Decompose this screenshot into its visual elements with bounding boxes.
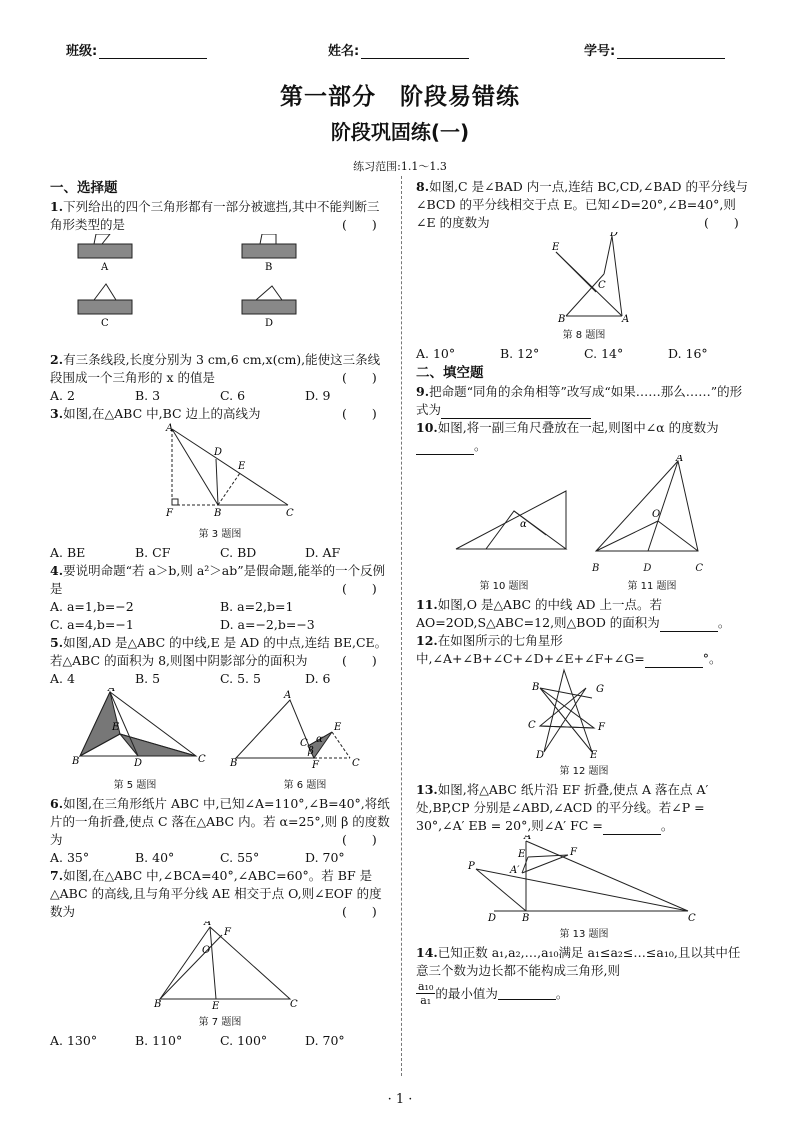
q5-options <box>50 670 390 688</box>
q8-options <box>416 345 752 363</box>
svg-text:C: C <box>290 999 298 1009</box>
svg-text:F: F <box>312 760 319 771</box>
page-title: 第一部分 阶段易错练 <box>280 84 520 110</box>
q13-caption: 第 13 题图 <box>559 929 609 940</box>
q1-label-d: D <box>265 318 274 329</box>
question-1: 1.下列给出的四个三角形都有一部分被遮挡,其中不能判断三角形类型的是 ( ) <box>50 199 380 232</box>
q7-caption: 第 7 题图 <box>198 1017 242 1028</box>
svg-text:E: E <box>518 849 526 860</box>
q8-option-b[interactable]: B. 12° <box>500 346 540 361</box>
q4-option-d[interactable]: D. a=−2,b=−3 <box>220 617 315 632</box>
question-4: 4.要说明命题“若 a＞b,则 a²＞ab”是假命题,能举的一个反例是 ( ) <box>50 563 386 596</box>
svg-text:D: D <box>488 913 497 921</box>
q8-option-a[interactable]: A. 10° <box>416 346 456 361</box>
svg-text:C: C <box>198 754 206 765</box>
svg-text:C: C <box>528 720 536 731</box>
q8-option-d[interactable]: D. 16° <box>668 346 708 361</box>
svg-text:A: A <box>622 314 630 322</box>
q10-q11-captions <box>416 578 752 596</box>
q4-option-c[interactable]: C. a=4,b=−1 <box>50 617 134 632</box>
q1-label-a: A <box>101 262 109 273</box>
q1-label-b: B <box>265 262 273 273</box>
svg-text:α: α <box>316 734 323 745</box>
q11-caption: 第 11 题图 <box>627 581 677 592</box>
question-7: 7.如图,在△ABC 中,∠BCA=40°,∠ABC=60°。若 BF 是△ABC 的高线,且与角平分线 AE 相交于点 O,则∠EOF 的度数为 ( ) <box>50 868 382 919</box>
svg-text:E: E <box>238 461 246 472</box>
q3-option-b[interactable]: B. CF <box>135 545 171 560</box>
q5-option-a[interactable]: A. 4 <box>50 671 75 686</box>
svg-text:A: A <box>166 423 174 434</box>
svg-text:E: E <box>552 242 560 253</box>
q12-answer-blank[interactable] <box>645 655 703 668</box>
q1-c-cover <box>78 300 132 314</box>
q4-options <box>50 598 390 634</box>
q4-option-a[interactable]: A. a=1,b=−2 <box>50 599 134 614</box>
q6-option-b[interactable]: B. 40° <box>135 850 175 865</box>
q11-answer-blank[interactable] <box>660 619 718 632</box>
svg-text:O: O <box>202 945 211 956</box>
question-13: 13.如图,将△ABC 纸片沿 EF 折叠,使点 A 落在点 A′处,BP,CP 分别是∠ABD,∠ACD 的平分线。若∠P = 30°,∠A′ EB = 20°,则∠A′ FC = 。 <box>416 782 709 833</box>
svg-text:A <box>561 668 569 671</box>
q5-q6-captions <box>50 777 390 795</box>
q6-options <box>50 849 390 867</box>
q2-option-c[interactable]: C. 6 <box>220 388 246 403</box>
q14-fraction <box>416 980 435 1007</box>
practice-range: 练习范围:1.1～1.3 <box>353 160 447 173</box>
q5-caption: 第 5 题图 <box>113 780 157 791</box>
question-5: 5.如图,AD 是△ABC 的中线,E 是 AD 的中点,连结 BE,CE。若△ABC 的面积为 8,则图中阴影部分的面积为 ( ) <box>50 635 388 668</box>
svg-text:D: D <box>536 750 545 758</box>
question-9: 9.把命题“同角的余角相等”改写成“如果……那么……”的形式为 <box>416 384 743 417</box>
q2-option-d[interactable]: D. 9 <box>305 388 331 403</box>
class-field: 班级: <box>66 40 207 59</box>
q14-fraction-denominator: a₁ <box>420 994 432 1007</box>
svg-text:A: A <box>108 688 116 694</box>
svg-text:B: B <box>154 999 162 1009</box>
svg-text:C: C <box>300 738 308 749</box>
q12-figure <box>416 668 752 758</box>
svg-text:α: α <box>520 519 527 530</box>
svg-text:B: B <box>230 758 238 769</box>
q9-answer-blank[interactable] <box>441 406 591 419</box>
column-divider <box>401 176 402 1076</box>
svg-text:B: B <box>532 682 540 693</box>
svg-text:E: E <box>334 722 342 733</box>
question-14: 14.已知正数 a₁,a₂,…,a₁₀满足 a₁≤a₂≤…≤a₁₀,且以其中任意三个数为边长都不能构成三角形,则 <box>416 945 741 978</box>
page-number: · 1 · <box>387 1092 413 1107</box>
q2-option-a[interactable]: A. 2 <box>50 388 75 403</box>
q12-caption: 第 12 题图 <box>559 766 609 777</box>
svg-text:A: A <box>204 921 212 928</box>
svg-text:B: B <box>72 756 80 767</box>
svg-text:C: C <box>352 758 360 769</box>
q3-option-a[interactable]: A. BE <box>50 545 86 560</box>
svg-text:P: P <box>468 861 475 872</box>
q10-caption: 第 10 题图 <box>479 581 529 592</box>
svg-text:D: D <box>134 758 143 769</box>
q3-option-d[interactable]: D. AF <box>305 545 341 560</box>
section-choice-heading: 一、选择题 <box>50 180 118 196</box>
student-id-field: 学号: <box>584 40 725 59</box>
q6-caption: 第 6 题图 <box>283 780 327 791</box>
svg-text:A: A <box>524 835 532 842</box>
q7-option-c[interactable]: C. 100° <box>220 1033 268 1048</box>
q3-option-c[interactable]: C. BD <box>220 545 257 560</box>
q8-figure <box>416 232 752 322</box>
question-2: 2.有三条线段,长度分别为 3 cm,6 cm,x(cm),能使这三条线段围成一个三角形的 x 的值是 ( ) <box>50 352 381 385</box>
q3-figure <box>50 423 390 521</box>
q10-answer-blank[interactable] <box>416 442 474 455</box>
q13-figure <box>416 835 752 921</box>
q3-options <box>50 544 390 562</box>
svg-text:E: E <box>212 1001 220 1009</box>
svg-text:E: E <box>112 722 120 733</box>
q11-figure-labels: B D C <box>592 563 704 574</box>
q7-options <box>50 1032 390 1050</box>
q14-fraction-numerator: a₁₀ <box>418 980 434 993</box>
q6-option-d[interactable]: D. 70° <box>305 850 345 865</box>
q10-q11-figures <box>416 455 752 555</box>
question-12: 12.在如图所示的七角星形中,∠A+∠B+∠C+∠D+∠E+∠F+∠G= °。 <box>416 633 722 666</box>
svg-text:F: F <box>570 847 577 858</box>
q4-option-b[interactable]: B. a=2,b=1 <box>220 599 294 614</box>
q14-line-2: $\frac{\text{a₁₀}}{\text{a₁}}$ 的最小值为 。 <box>418 980 569 1007</box>
svg-text:A: A <box>676 455 684 464</box>
svg-text:E: E <box>590 750 598 758</box>
q8-option-c[interactable]: C. 14° <box>584 346 624 361</box>
svg-text:A′: A′ <box>510 865 520 876</box>
svg-text:D: D <box>214 447 223 458</box>
svg-text:F: F <box>166 508 173 519</box>
q5-q6-figures <box>50 688 390 772</box>
q3-caption: 第 3 题图 <box>198 529 242 540</box>
question-8: 8.如图,C 是∠BAD 内一点,连结 BC,CD,∠BAD 的平分线与∠BCD 的平分线相交于点 E。已知∠D=20°,∠B=40°,则∠E 的度数为 ( ) <box>416 179 749 230</box>
q1-figure <box>50 234 390 346</box>
q6-option-a[interactable]: A. 35° <box>50 850 90 865</box>
svg-text:O: O <box>652 509 661 520</box>
q5-option-d[interactable]: D. 6 <box>305 671 331 686</box>
q1-label-c: C <box>101 318 109 329</box>
svg-text:β: β <box>308 746 314 757</box>
left-column <box>50 178 390 1050</box>
q14-answer-blank[interactable] <box>498 987 556 1000</box>
svg-text:F: F <box>224 927 231 938</box>
q2-option-b[interactable]: B. 3 <box>135 388 161 403</box>
question-11: 11.如图,O 是△ABC 的中线 AD 上一点。若 AO=2OD,S△ABC=12,则△BOD 的面积为 。 <box>416 597 731 630</box>
q2-options <box>50 387 390 405</box>
q5-option-b[interactable]: B. 5 <box>135 671 161 686</box>
q7-option-d[interactable]: D. 70° <box>305 1033 345 1048</box>
q7-option-b[interactable]: B. 110° <box>135 1033 183 1048</box>
q5-option-c[interactable]: C. 5. 5 <box>220 671 261 686</box>
svg-text:C: C <box>598 280 606 291</box>
q1-d-cover <box>242 300 296 314</box>
name-field: 姓名: <box>328 40 469 59</box>
svg-text:D: D <box>610 232 619 239</box>
q1-a-cover <box>78 244 132 258</box>
section-fill-heading: 二、填空题 <box>416 365 484 381</box>
q1-b-cover <box>242 244 296 258</box>
svg-text:B: B <box>558 314 566 322</box>
q7-option-a[interactable]: A. 130° <box>50 1033 98 1048</box>
q6-option-c[interactable]: C. 55° <box>220 850 260 865</box>
q8-caption: 第 8 题图 <box>562 330 606 341</box>
question-6: 6.如图,在三角形纸片 ABC 中,已知∠A=110°,∠B=40°,将纸片的一角折叠,使点 C 落在△ABC 内。若 α=25°,则 β 的度数为 ( ) <box>50 796 390 847</box>
page-subtitle: 阶段巩固练(一) <box>330 120 470 144</box>
svg-text:A: A <box>284 690 292 701</box>
question-3: 3.如图,在△ABC 中,BC 边上的高线为 ( ) <box>50 406 377 421</box>
svg-text:C: C <box>286 508 294 519</box>
question-10: 10.如图,将一副三角尺叠放在一起,则图中∠α 的度数为。 <box>416 420 719 453</box>
right-column <box>416 178 752 1007</box>
svg-text:C: C <box>688 913 696 921</box>
svg-text:G: G <box>596 684 604 695</box>
svg-text:F: F <box>598 722 605 733</box>
svg-text:B: B <box>522 913 530 921</box>
q7-figure <box>50 921 390 1009</box>
q13-answer-blank[interactable] <box>603 822 661 835</box>
svg-text:B: B <box>214 508 222 519</box>
